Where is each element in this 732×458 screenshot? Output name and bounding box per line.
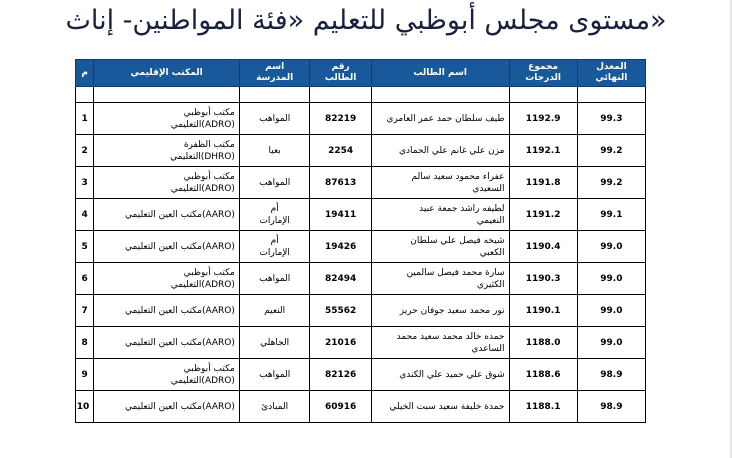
final-rate-cell: 99.2 bbox=[577, 135, 645, 167]
spacer-cell bbox=[76, 87, 94, 103]
total-cell: 1190.3 bbox=[509, 263, 577, 295]
student-no-cell: 82494 bbox=[310, 263, 371, 295]
spacer-cell bbox=[239, 87, 310, 103]
student-no-cell: 87613 bbox=[310, 167, 371, 199]
index-cell: 4 bbox=[76, 199, 94, 231]
cell-line: لطيفه راشد جمعة عبيد bbox=[419, 203, 505, 214]
cell-line: النعيمي bbox=[476, 215, 505, 226]
total-cell: 1192.9 bbox=[509, 103, 577, 135]
table-row bbox=[76, 103, 646, 135]
cell-line: المواهب bbox=[259, 273, 291, 284]
student-no-cell: 19426 bbox=[310, 231, 371, 263]
cell-line: مجموع bbox=[528, 62, 559, 72]
office-cell bbox=[94, 327, 240, 359]
index-cell: 9 bbox=[76, 359, 94, 391]
cell-line: أم bbox=[270, 235, 279, 246]
school-cell bbox=[239, 103, 310, 135]
student-name-cell bbox=[371, 167, 509, 199]
cell-line: الطالب bbox=[324, 73, 357, 83]
cell-line: شيخه فيصل علي سلطان bbox=[410, 235, 505, 246]
student-name-cell bbox=[371, 263, 509, 295]
student-name-cell bbox=[371, 391, 509, 423]
cell-line: اسم bbox=[265, 62, 285, 72]
cell-line: المكتب الإقليمي bbox=[130, 67, 203, 78]
school-cell bbox=[239, 359, 310, 391]
index-cell: 3 bbox=[76, 167, 94, 199]
student-name-cell bbox=[371, 103, 509, 135]
cell-line: نور محمد سعيد جوفان حريز bbox=[399, 305, 505, 316]
cell-line: المواهب bbox=[259, 113, 291, 124]
cell-line: طيف سلطان حمد عمر العامري bbox=[386, 113, 505, 124]
final-rate-cell: 98.9 bbox=[577, 391, 645, 423]
cell-line: (AARO)مكتب العين التعليمي bbox=[125, 305, 235, 316]
cell-line: السعيدي bbox=[472, 183, 505, 194]
total-cell: 1188.1 bbox=[509, 391, 577, 423]
cell-line: مكتب أبوظبي bbox=[183, 107, 235, 118]
table-row bbox=[76, 231, 646, 263]
index-cell: 7 bbox=[76, 295, 94, 327]
student-no-cell: 2254 bbox=[310, 135, 371, 167]
cell-line: الإمارات bbox=[259, 247, 290, 258]
cell-line: اسم الطالب bbox=[413, 67, 467, 78]
cell-line: (ADRO)التعليمي bbox=[170, 279, 235, 290]
cell-line: (ADRO)التعليمي bbox=[170, 119, 235, 130]
cell-line: المواهب bbox=[259, 177, 291, 188]
final-rate-cell: 99.3 bbox=[577, 103, 645, 135]
total-cell: 1191.8 bbox=[509, 167, 577, 199]
cell-line: حمده خالد محمد سعيد محمد bbox=[396, 331, 505, 342]
cell-line: (ADRO)التعليمي bbox=[170, 183, 235, 194]
cell-line: رقم bbox=[331, 62, 350, 72]
school-cell bbox=[239, 231, 310, 263]
header-final-rate bbox=[577, 60, 645, 87]
school-cell bbox=[239, 263, 310, 295]
table-spacer-row bbox=[76, 87, 646, 103]
cell-line: م bbox=[81, 67, 88, 78]
final-rate-cell: 98.9 bbox=[577, 359, 645, 391]
spacer-cell bbox=[94, 87, 240, 103]
cell-line: الجاهلي bbox=[260, 337, 290, 348]
results-table bbox=[75, 59, 646, 423]
cell-line: (AARO)مكتب العين التعليمي bbox=[125, 241, 235, 252]
school-cell bbox=[239, 167, 310, 199]
header-student-no bbox=[310, 60, 371, 87]
student-name-cell bbox=[371, 327, 509, 359]
index-cell: 2 bbox=[76, 135, 94, 167]
cell-line: الدرجات bbox=[525, 73, 561, 83]
spacer-cell bbox=[577, 87, 645, 103]
index-cell: 8 bbox=[76, 327, 94, 359]
table-header-row bbox=[76, 60, 646, 87]
cell-line: مكتب الظفرة bbox=[183, 139, 235, 150]
cell-line: أم bbox=[270, 203, 279, 214]
student-name-cell bbox=[371, 359, 509, 391]
total-cell: 1190.4 bbox=[509, 231, 577, 263]
school-cell bbox=[239, 327, 310, 359]
cell-line: الساعدي bbox=[471, 343, 505, 354]
cell-line: (ADRO)التعليمي bbox=[170, 375, 235, 386]
cell-line: عفراء محمود سعيد سالم bbox=[411, 171, 505, 182]
cell-line: النعيم bbox=[264, 305, 286, 316]
school-cell bbox=[239, 391, 310, 423]
cell-line: الكعبي bbox=[479, 247, 505, 258]
header-total bbox=[509, 60, 577, 87]
page-title: «مستوى مجلس أبوظبي للتعليم «فئة المواطنين- إناث bbox=[65, 5, 667, 36]
header-index bbox=[76, 60, 94, 87]
index-cell: 10 bbox=[76, 391, 94, 423]
student-name-cell bbox=[371, 295, 509, 327]
table-row bbox=[76, 295, 646, 327]
table-row bbox=[76, 359, 646, 391]
cell-line: (DHRO)التعليمي bbox=[170, 151, 235, 162]
table-row bbox=[76, 391, 646, 423]
total-cell: 1188.6 bbox=[509, 359, 577, 391]
student-no-cell: 82126 bbox=[310, 359, 371, 391]
cell-line: المدرسة bbox=[256, 73, 294, 83]
cell-line: شوق علي حميد علي الكندي bbox=[399, 369, 505, 380]
table-row bbox=[76, 199, 646, 231]
cell-line: بعيا bbox=[268, 145, 281, 156]
student-no-cell: 82219 bbox=[310, 103, 371, 135]
final-rate-cell: 99.0 bbox=[577, 263, 645, 295]
office-cell bbox=[94, 359, 240, 391]
final-rate-cell: 99.0 bbox=[577, 327, 645, 359]
final-rate-cell: 99.1 bbox=[577, 199, 645, 231]
student-no-cell: 19411 bbox=[310, 199, 371, 231]
table-row bbox=[76, 327, 646, 359]
cell-line: الإمارات bbox=[259, 215, 290, 226]
cell-line: المواهب bbox=[259, 369, 291, 380]
cell-line: سارة محمد فيصل سالمين bbox=[406, 267, 505, 278]
total-cell: 1192.1 bbox=[509, 135, 577, 167]
header-student-name bbox=[371, 60, 509, 87]
total-cell: 1191.2 bbox=[509, 199, 577, 231]
school-cell bbox=[239, 199, 310, 231]
cell-line: مزن علي غانم علي الحمادي bbox=[398, 145, 505, 156]
cell-line: (AARO)مكتب العين التعليمي bbox=[125, 209, 235, 220]
office-cell bbox=[94, 263, 240, 295]
office-cell bbox=[94, 391, 240, 423]
office-cell bbox=[94, 135, 240, 167]
spacer-cell bbox=[371, 87, 509, 103]
index-cell: 1 bbox=[76, 103, 94, 135]
student-name-cell bbox=[371, 135, 509, 167]
cell-line: مكتب أبوظبي bbox=[183, 363, 235, 374]
student-no-cell: 55562 bbox=[310, 295, 371, 327]
final-rate-cell: 99.0 bbox=[577, 295, 645, 327]
cell-line: حمدة خليفة سعيد سبت الخيلي bbox=[389, 401, 505, 412]
cell-line: مكتب أبوظبي bbox=[183, 267, 235, 278]
cell-line: (AARO)مكتب العين التعليمي bbox=[125, 337, 235, 348]
school-cell bbox=[239, 295, 310, 327]
total-cell: 1188.0 bbox=[509, 327, 577, 359]
total-cell: 1190.1 bbox=[509, 295, 577, 327]
office-cell bbox=[94, 167, 240, 199]
student-name-cell bbox=[371, 199, 509, 231]
index-cell: 5 bbox=[76, 231, 94, 263]
student-name-cell bbox=[371, 231, 509, 263]
cell-line: مكتب أبوظبي bbox=[183, 171, 235, 182]
office-cell bbox=[94, 231, 240, 263]
header-school bbox=[239, 60, 310, 87]
cell-line: النهائي bbox=[595, 73, 628, 83]
cell-line: المبادئ bbox=[261, 401, 289, 412]
final-rate-cell: 99.2 bbox=[577, 167, 645, 199]
office-cell bbox=[94, 199, 240, 231]
office-cell bbox=[94, 295, 240, 327]
cell-line: الكثيري bbox=[476, 279, 505, 290]
index-cell: 6 bbox=[76, 263, 94, 295]
table-body bbox=[76, 87, 646, 423]
office-cell bbox=[94, 103, 240, 135]
student-no-cell: 60916 bbox=[310, 391, 371, 423]
cell-line: (AARO)مكتب العين التعليمي bbox=[125, 401, 235, 412]
student-no-cell: 21016 bbox=[310, 327, 371, 359]
school-cell bbox=[239, 135, 310, 167]
spacer-cell bbox=[310, 87, 371, 103]
cell-line: المعدل bbox=[596, 62, 627, 72]
table-row bbox=[76, 167, 646, 199]
spacer-cell bbox=[509, 87, 577, 103]
final-rate-cell: 99.0 bbox=[577, 231, 645, 263]
header-office bbox=[94, 60, 240, 87]
table-row bbox=[76, 263, 646, 295]
table-row bbox=[76, 135, 646, 167]
